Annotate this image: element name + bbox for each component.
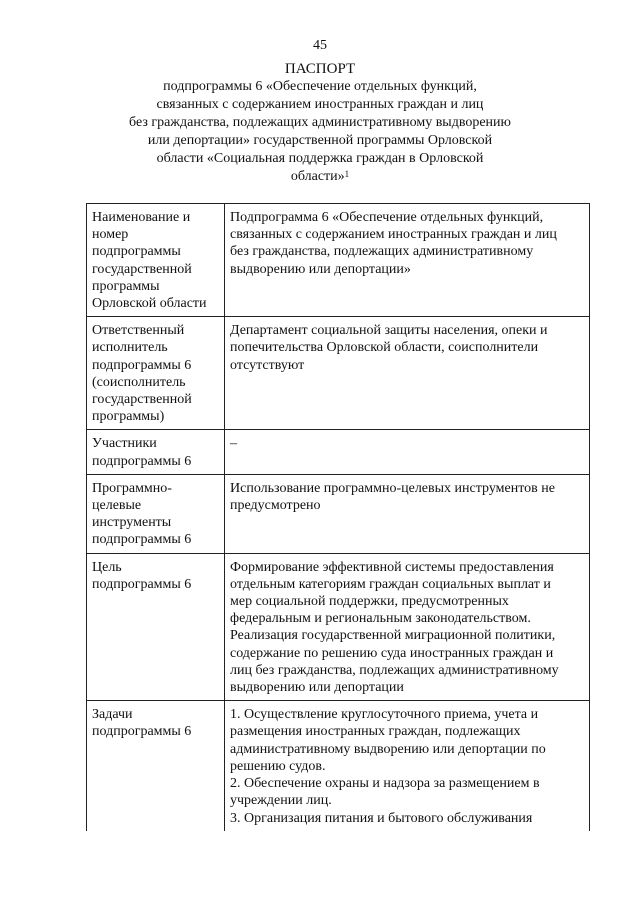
row-label-line: Программно- bbox=[92, 480, 172, 496]
row-value-line: Подпрограмма 6 «Обеспечение отдельных функций, bbox=[230, 210, 544, 225]
table-row bbox=[87, 474, 590, 553]
row-value-line: 2. Обеспечение охраны и надзора за размещением в bbox=[230, 776, 540, 792]
table-row bbox=[87, 204, 590, 317]
footnote-mark: 1 bbox=[344, 169, 350, 179]
row-label-line: инструменты bbox=[92, 515, 172, 531]
row-value-cell bbox=[225, 317, 590, 430]
row-value-line: 1. Осуществление круглосуточного приема, учета и bbox=[230, 707, 539, 723]
row-label-line: подпрограммы 6 bbox=[92, 576, 192, 592]
row-value-line: Формирование эффективной системы предоставления bbox=[230, 559, 554, 575]
row-label-cell bbox=[87, 553, 225, 701]
passport-table bbox=[86, 203, 590, 831]
row-label-line: номер bbox=[92, 227, 129, 243]
row-value-line: предусмотрено bbox=[230, 498, 321, 514]
row-value-line: лиц без гражданства, подлежащих административному bbox=[230, 662, 559, 678]
subtitle-line: области «Социальная поддержка граждан в Орловской bbox=[156, 151, 484, 166]
row-label-cell bbox=[87, 430, 225, 474]
row-value-cell bbox=[225, 474, 590, 553]
row-label-cell bbox=[87, 474, 225, 553]
row-value-line: связанных с содержанием иностранных граждан и лиц bbox=[230, 227, 557, 243]
row-label-line: подпрограммы bbox=[92, 244, 181, 260]
row-value-cell bbox=[225, 553, 590, 701]
row-value-line: без гражданства, подлежащих административному bbox=[230, 244, 534, 260]
table-row bbox=[87, 317, 590, 430]
row-label-line: государственной bbox=[92, 261, 192, 277]
table-row bbox=[87, 430, 590, 474]
subtitle-line-last bbox=[0, 168, 640, 186]
row-value-line: размещения иностранных граждан, подлежащих bbox=[230, 724, 521, 740]
row-label-cell bbox=[87, 701, 225, 831]
row-value-line: административному выдворению или депортации по bbox=[230, 741, 546, 757]
row-value-cell bbox=[225, 430, 590, 474]
row-value-line: мер социальной поддержки, предусмотренных bbox=[230, 594, 509, 610]
subtitle-line: или депортации» государственной программы Орловской bbox=[147, 133, 493, 148]
row-value-line: Реализация государственной миграционной политики, bbox=[230, 628, 556, 644]
passport-table-body bbox=[87, 204, 590, 831]
row-label-line: подпрограммы 6 bbox=[92, 724, 192, 740]
subtitle-line: связанных с содержанием иностранных граждан и лиц bbox=[156, 97, 484, 112]
row-label-line: Участники bbox=[92, 436, 157, 452]
row-label-line: подпрограммы 6 bbox=[92, 453, 192, 469]
row-label-cell bbox=[87, 204, 225, 317]
document-heading bbox=[0, 60, 640, 186]
row-value-line: – bbox=[230, 436, 237, 452]
row-value-line: 3. Организация питания и бытового обслуживания bbox=[230, 810, 533, 826]
row-label-line: Ответственный bbox=[92, 323, 185, 339]
row-value-line: Использование программно-целевых инструментов не bbox=[230, 480, 555, 496]
subtitle-line: подпрограммы 6 «Обеспечение отдельных функций, bbox=[163, 79, 477, 94]
row-value-line: попечительства Орловской области, соисполнители bbox=[230, 340, 539, 356]
row-value-line: федеральным и региональным законодательством. bbox=[230, 611, 531, 627]
document-title: ПАСПОРТ bbox=[284, 61, 356, 77]
row-value-cell bbox=[225, 701, 590, 831]
row-label-line: Задачи bbox=[92, 707, 133, 723]
row-label-line: Цель bbox=[92, 559, 122, 575]
page-number: 45 bbox=[313, 38, 327, 53]
table-row bbox=[87, 553, 590, 701]
row-value-line: отдельным категориям граждан социальных выплат и bbox=[230, 576, 551, 592]
row-label-line: государственной bbox=[92, 392, 192, 408]
subtitle-line: без гражданства, подлежащих административному выдворению bbox=[129, 115, 511, 130]
row-value-line: Департамент социальной защиты населения, опеки и bbox=[230, 323, 548, 339]
row-value-line: содержание по решению суда иностранных граждан и bbox=[230, 645, 554, 661]
row-label-line: подпрограммы 6 bbox=[92, 357, 192, 373]
row-value-line: решению судов. bbox=[230, 758, 326, 774]
row-label-line: программы) bbox=[92, 409, 165, 425]
row-label-line: программы bbox=[92, 278, 160, 294]
row-label-line: (соисполнитель bbox=[92, 374, 186, 390]
row-value-line: выдворению или депортации bbox=[230, 680, 404, 696]
row-label-line: Орловской области bbox=[92, 296, 207, 312]
row-label-line: целевые bbox=[92, 498, 142, 514]
row-label-line: Наименование и bbox=[92, 210, 191, 225]
row-label-cell bbox=[87, 317, 225, 430]
row-value-cell bbox=[225, 204, 590, 317]
table-row bbox=[87, 701, 590, 831]
row-value-line: учреждении лиц. bbox=[230, 793, 332, 809]
row-value-line: выдворению или депортации» bbox=[230, 261, 411, 277]
row-value-line: отсутствуют bbox=[230, 357, 305, 373]
row-label-line: подпрограммы 6 bbox=[92, 532, 192, 548]
subtitle-line: области» bbox=[290, 169, 345, 184]
row-label-line: исполнитель bbox=[92, 340, 168, 356]
